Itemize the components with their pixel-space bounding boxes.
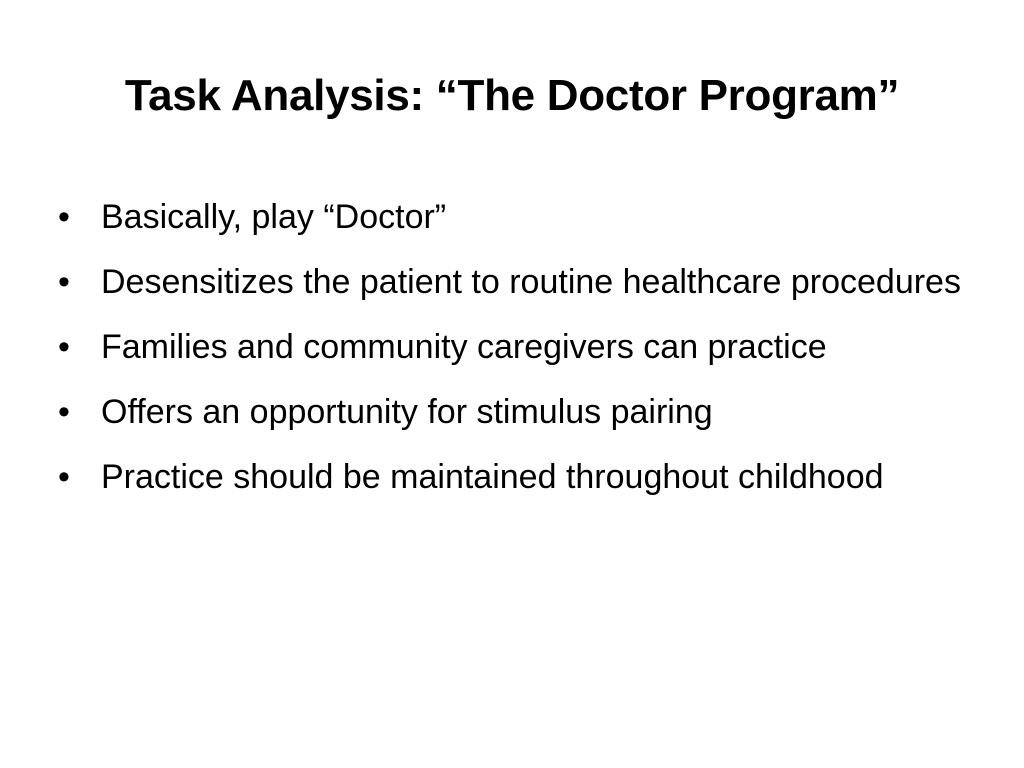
bullet-text: Families and community caregivers can practice xyxy=(101,328,827,366)
bullet-text: Basically, play “Doctor” xyxy=(101,198,447,236)
bullet-icon: • xyxy=(58,198,70,236)
bullet-icon: • xyxy=(58,393,70,431)
bullet-icon: • xyxy=(58,328,70,366)
bullet-icon: • xyxy=(58,263,70,301)
bullet-text: Practice should be maintained throughout childhood xyxy=(101,458,884,496)
list-item xyxy=(58,320,978,375)
bullet-text: Offers an opportunity for stimulus pairing xyxy=(101,393,713,431)
list-item xyxy=(58,190,978,245)
list-item xyxy=(58,255,978,310)
bullet-text: Desensitizes the patient to routine healthcare procedures xyxy=(101,263,961,301)
list-item xyxy=(58,450,978,505)
list-item xyxy=(58,385,978,440)
slide-title: Task Analysis: “The Doctor Program” xyxy=(124,71,900,120)
bullet-list xyxy=(58,190,978,515)
bullet-icon: • xyxy=(58,458,70,496)
